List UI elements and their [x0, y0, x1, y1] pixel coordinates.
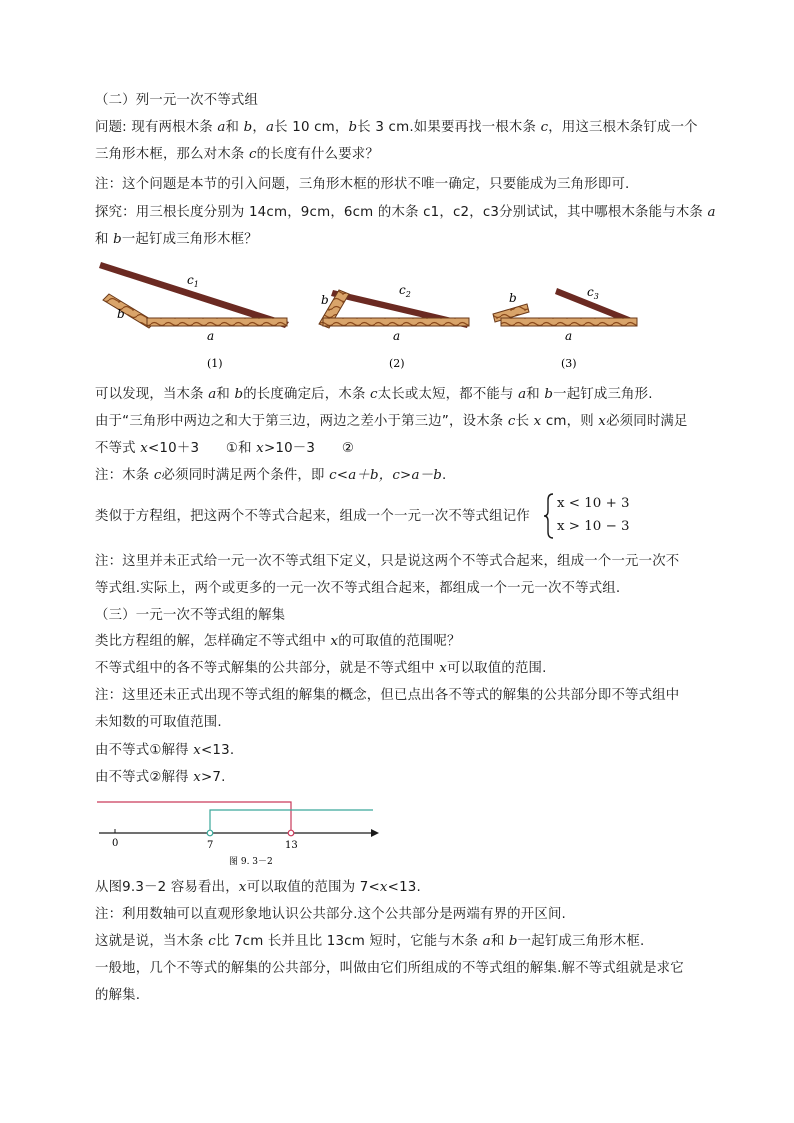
stick-a-3: [501, 318, 637, 326]
svg-text:c2: $c_2$: [399, 283, 411, 299]
svg-text:c1: $c_1$: [187, 273, 199, 289]
note-5: 注：利用数轴可以直观形象地认识公共部分.这个公共部分是两端有界的开区间.: [95, 907, 566, 922]
solution-1: 由不等式①解得 x<13.: [95, 743, 235, 758]
found-line: 可以发现，当木条 a和 b的长度确定后，木条 c太长或太短，都不能与 a和 b一起钉成三角形.: [95, 387, 653, 402]
svg-text:a: a: [565, 329, 573, 343]
svg-text:a: a: [207, 329, 215, 343]
triangle-sticks-figure: [95, 256, 655, 376]
see-line: 从图9.3－2 容易看出，x可以取值的范围为 7<x<13.: [95, 880, 421, 895]
figure-2: [319, 283, 469, 370]
note-2: 注：木条 c必须同时满足两个条件，即 c<a＋b，c>a－b.: [95, 468, 447, 483]
left-brace: [543, 493, 555, 539]
note-1: 注：这个问题是本节的引入问题，三角形木框的形状不唯一确定，只要能成为三角形即可.: [95, 177, 630, 192]
inequality-system: [543, 493, 633, 539]
svg-text:b: b: [321, 293, 329, 307]
svg-text:b: b: [509, 291, 517, 305]
thus-line: 这就是说，当木条 c比 7cm 长并且比 13cm 短时，它能与木条 a和 b一起钉成三角形木框.: [95, 934, 645, 949]
number-line-figure: [95, 796, 385, 870]
figure-caption: 图 9. 3－2: [229, 857, 273, 867]
axis-arrow: [371, 829, 379, 837]
explore-line-2: 和 b一起钉成三角形木框？: [95, 232, 258, 247]
open-point-13: [288, 830, 294, 836]
figure-3: [493, 285, 637, 370]
general-line-1: 一般地，几个不等式的解集的公共部分，叫做由它们所组成的不等式组的解集.解不等式组就是求它: [95, 961, 684, 976]
problem-line-1: 问题: 现有两根木条 a和 b，a长 10 cm，b长 3 cm.如果要再找一根木条 c，用这三根木条钉成一个: [95, 120, 698, 135]
note-3-line-1: 注：这里并未正式给一元一次不等式组下定义，只是说这两个不等式合起来，组成一个一元一次不: [95, 554, 680, 569]
solution-2: 由不等式②解得 x>7.: [95, 770, 226, 785]
system-eq-2: x > 10 − 3: [557, 519, 630, 534]
note-4-line-2: 未知数的可取值范围.: [95, 715, 222, 730]
common-part-line: 不等式组中的各不等式解集的公共部分，就是不等式组中 x可以取值的范围.: [95, 661, 547, 676]
system-eq-1: x < 10 + 3: [557, 496, 630, 511]
problem-line-2: 三角形木框，那么对木条 c的长度有什么要求？: [95, 147, 379, 162]
svg-text:c3: $c_3$: [587, 285, 599, 301]
open-point-7: [207, 830, 213, 836]
question-line: 类比方程组的解，怎样确定不等式组中 x的可取值的范围呢？: [95, 634, 461, 649]
system-intro: 类似于方程组，把这两个不等式合起来，组成一个一元一次不等式组记作: [95, 509, 530, 524]
stick-a-2: [323, 318, 469, 326]
figure-1: [99, 262, 289, 370]
svg-text:b: b: [117, 307, 125, 321]
svg-text:(2): (2): [389, 357, 405, 370]
since-line: 由于“三角形中两边之和大于第三边，两边之差小于第三边”，设木条 c长 x cm，则 x必须同时满足: [95, 414, 688, 429]
inequality-line: 不等式 x<10＋3 ①和 x>10－3 ②: [95, 441, 355, 456]
note-3-line-2: 等式组.实际上，两个或更多的一元一次不等式组合起来，都组成一个一元一次不等式组.: [95, 581, 621, 596]
tick-label-7: 7: [207, 840, 214, 851]
tick-label-0: 0: [112, 838, 119, 849]
stick-a-1: [147, 318, 287, 326]
solution-ray-less-13: [97, 802, 291, 830]
svg-text:a: a: [393, 329, 401, 343]
explore-line-1: 探究：用三根长度分别为 14cm，9cm，6cm 的木条 c1，c2，c3分别试试，其中哪根木条能与木条 a: [95, 205, 716, 220]
general-line-2: 的解集.: [95, 988, 141, 1003]
svg-text:(3): (3): [561, 357, 577, 370]
note-4-line-1: 注：这里还未正式出现不等式组的解集的概念，但已点出各不等式的解集的公共部分即不等式组中: [95, 688, 680, 703]
section-3-title: （三）一元一次不等式组的解集: [95, 608, 286, 623]
tick-label-13: 13: [285, 840, 298, 851]
section-2-title: （二）列一元一次不等式组: [95, 93, 259, 108]
svg-text:(1): (1): [207, 357, 223, 370]
